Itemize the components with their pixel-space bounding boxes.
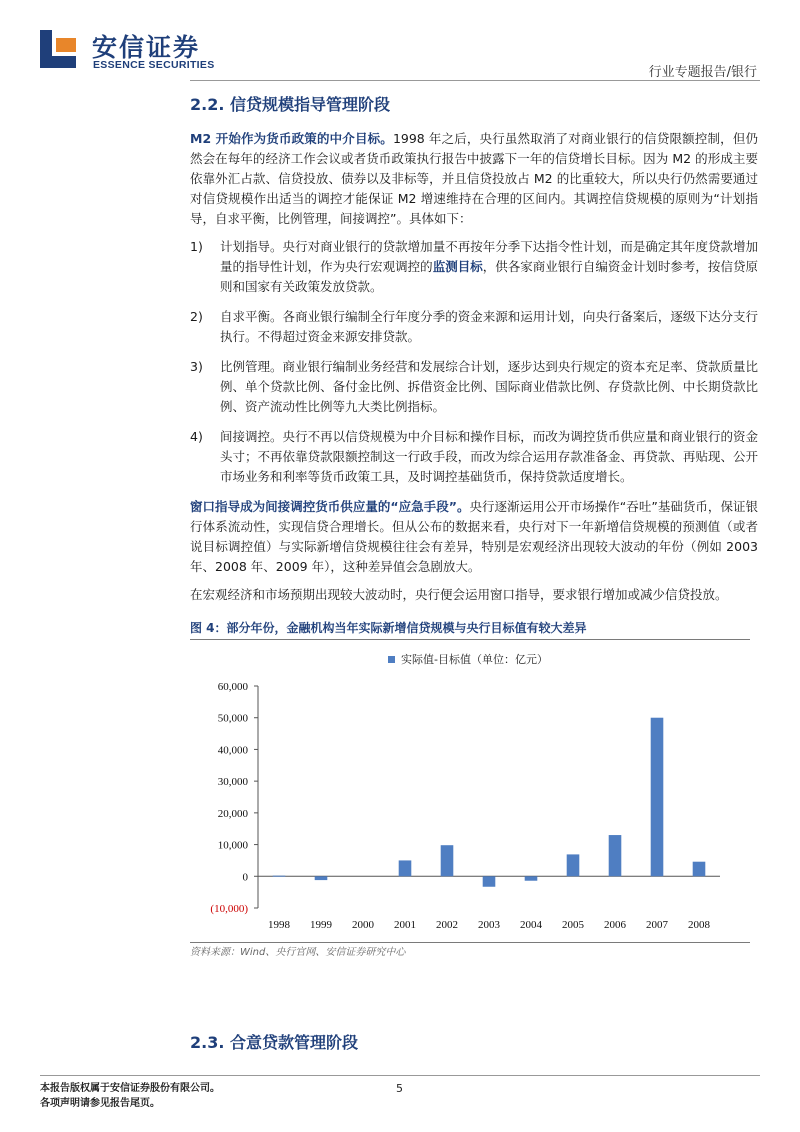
page-header — [0, 0, 800, 80]
list-item — [190, 237, 758, 297]
bar-2004 — [525, 876, 538, 880]
list-highlight: 监测目标 — [432, 259, 483, 274]
list-text-part: ，供各家商业银行自编资金计划时参考，按信贷原则和国家有关政策发放贷款。 — [220, 259, 758, 294]
x-tick-label: 1998 — [268, 919, 290, 931]
bar-chart — [190, 640, 750, 940]
header-divider — [190, 80, 760, 81]
report-type: 行业专题报告/银行 — [648, 65, 757, 80]
paragraph-conclusion: 在宏观经济和市场预期出现较大波动时，央行便会运用窗口指导，要求银行增加或减少信贷投放。 — [190, 587, 728, 602]
logo-chinese-name: 安信证券 — [92, 33, 201, 62]
x-tick-label: 2005 — [562, 919, 584, 931]
x-tick-label: 2001 — [394, 919, 416, 931]
bar-2002 — [441, 845, 454, 876]
legend-swatch — [388, 656, 395, 663]
y-tick-label: 0 — [242, 871, 248, 884]
x-tick-label: 2004 — [520, 919, 542, 931]
list-item — [190, 307, 758, 347]
x-tick-label: 2008 — [688, 919, 710, 931]
bar-2001 — [399, 860, 412, 876]
list-number: 1) — [190, 239, 203, 254]
x-tick-label: 2003 — [478, 919, 500, 931]
list-text: 间接调控。央行不再以信贷规模为中介目标和操作目标，而改为调控货币供应量和商业银行的资金头寸；不再依靠贷款限额控制这一行政手段，而改为综合运用存款准备金、再贷款、再贴现、公开市场业务和利率等货币政策工具，及时调控基础货币，保持贷款适度增长。 — [220, 429, 758, 484]
list-number: 3) — [190, 359, 203, 374]
list-number: 4) — [190, 429, 203, 444]
list-text: 比例管理。商业银行编制业务经营和发展综合计划，逐步达到央行规定的资本充足率、贷款质量比例、单个贷款比例、备付金比例、拆借资金比例、国际商业借款比例、存贷款比例、中长期贷款比例、资产流动性比例等九大类比例指标。 — [220, 359, 758, 414]
y-tick-label: 50,000 — [217, 712, 248, 725]
x-tick-label: 1999 — [310, 919, 332, 931]
figure-source: 资料来源：Wind、央行官网、安信证券研究中心 — [190, 947, 406, 958]
y-tick-label: 10,000 — [217, 839, 248, 852]
legend-label: 实际值-目标值（单位：亿元） — [401, 653, 548, 666]
x-tick-label: 2007 — [646, 919, 668, 931]
paragraph-body: 央行逐渐运用公开市场操作“吞吐”基础货币，保证银行体系流动性，实现信贷合理增长。但从公布的数据来看，央行对下一年新增信贷规模的预测值（或者说目标调控值）与实际新增信贷规模往往会有差异，特别是宏观经济出现较大波动的年份（例如 2003 年、2008 年、2009 年），这种差异值会急剧放大。 — [190, 499, 759, 574]
footer-line: 本报告版权属于安信证券股份有限公司。 — [40, 1083, 220, 1094]
list-text: 自求平衡。各商业银行编制全行年度分季的资金来源和运用计划，向央行备案后，逐级下达分支行执行。不得超过资金来源安排贷款。 — [220, 309, 758, 344]
chart-svg — [190, 640, 750, 940]
paragraph-lead: 窗口指导成为间接调控货币供应量的“应急手段”。 — [190, 499, 470, 514]
page-number: 5 — [396, 1082, 403, 1095]
y-tick-label: (10,000) — [210, 903, 248, 915]
bar-2006 — [609, 835, 622, 876]
bar-2003 — [483, 876, 496, 886]
list-text — [220, 237, 758, 297]
section-title: 2.2. 信贷规模指导管理阶段 — [190, 95, 390, 114]
x-tick-label: 2002 — [436, 919, 458, 931]
paragraph-m2 — [190, 129, 758, 229]
paragraph-body: 1998 年之后，央行虽然取消了对商业银行的信贷限额控制，但仍然会在每年的经济工作会议或者货币政策执行报告中披露下一年的信贷增长目标。因为 M2 的形成主要依靠外汇占款、信贷投放、债券以及非标等，并且信贷投放占 M2 的比重较大，所以央行仍然需要通过对信贷规模作出适当的调控才能保证 M2 增速维持在合理的区间内。其调控信贷规模的原则为“计划指导，自求平衡，比例管理，间接调控”。具体如下： — [190, 131, 758, 226]
footer-disclaimer — [40, 1081, 220, 1111]
paragraph-window-guidance — [190, 497, 758, 577]
list-number: 2) — [190, 309, 203, 324]
y-tick-label: 40,000 — [217, 744, 248, 757]
list-text-part: 计划指导。央行对商业银行的贷款增加量不再按年分季下达指令性计划，而是确定其年度贷款增加量的指导性计划，作为央行宏观调控的 — [220, 239, 758, 274]
list-item — [190, 427, 758, 487]
list-item — [190, 357, 758, 417]
footer-line: 各项声明请参见报告尾页。 — [40, 1098, 160, 1109]
bar-2008 — [693, 862, 706, 877]
x-tick-label: 2006 — [604, 919, 626, 931]
y-tick-label: 60,000 — [217, 681, 248, 693]
logo-english-name: ESSENCE SECURITIES — [93, 59, 215, 71]
paragraph-lead: M2 开始作为货币政策的中介目标。 — [190, 131, 393, 146]
next-section-title: 2.3. 合意贷款管理阶段 — [190, 1033, 358, 1052]
y-tick-label: 30,000 — [217, 776, 248, 789]
bar-2007 — [651, 718, 664, 877]
x-tick-label: 2000 — [352, 919, 374, 931]
bar-2005 — [567, 854, 580, 876]
main-content — [190, 92, 758, 958]
footer-divider — [40, 1075, 760, 1076]
bar-1998 — [273, 876, 286, 877]
essence-logo-icon — [40, 30, 76, 68]
bar-1999 — [315, 876, 328, 880]
figure-title: 图 4：部分年份，金融机构当年实际新增信贷规模与央行目标值有较大差异 — [190, 621, 587, 635]
y-tick-label: 20,000 — [217, 807, 248, 820]
